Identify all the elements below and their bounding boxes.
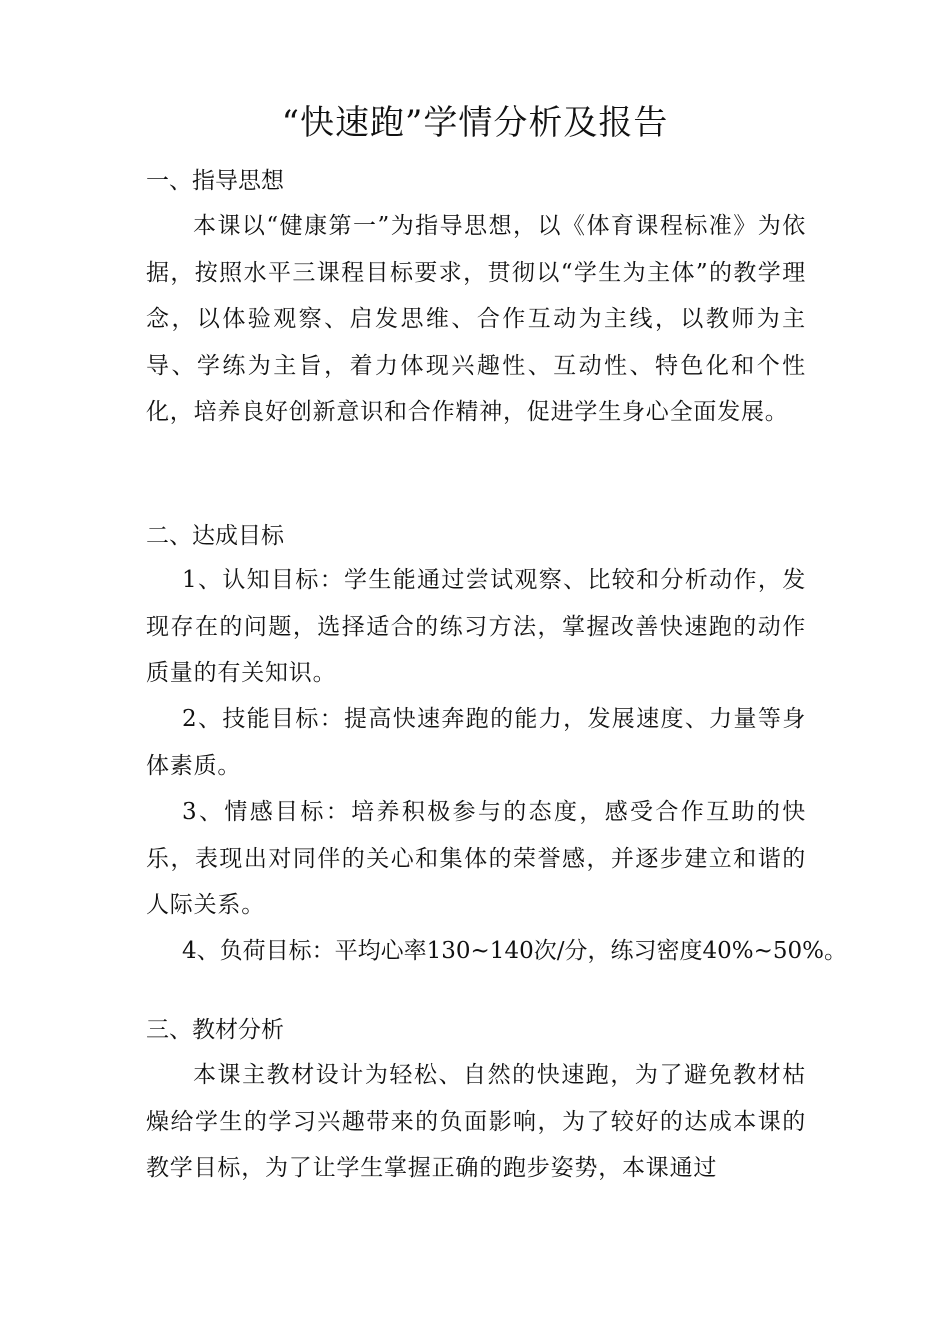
paragraph-load-objective: 4、负荷目标：平均心率130~140次/分，练习密度40%~50%。 [182, 938, 847, 964]
section-heading-objectives: 二、达成目标 [146, 523, 284, 549]
document-title: “快速跑”学情分析及报告 [281, 103, 669, 143]
paragraph-skill-objective: 2、技能目标：提高快速奔跑的能力，发展速度、力量等身体素质。 [146, 706, 806, 779]
section-heading-material-analysis: 三、教材分析 [146, 1017, 284, 1043]
section-heading-guiding-ideology: 一、指导思想 [146, 168, 284, 194]
paragraph-material-analysis: 本课主教材设计为轻松、自然的快速跑，为了避免教材枯燥给学生的学习兴趣带来的负面影响，为了较好的达成本课的教学目标，为了让学生掌握正确的跑步姿势，本课通过 [146, 1062, 806, 1181]
paragraph-emotional-objective: 3、情感目标：培养积极参与的态度，感受合作互助的快乐，表现出对同伴的关心和集体的荣誉感，并逐步建立和谐的人际关系。 [146, 799, 806, 918]
paragraph-guiding-ideology: 本课以“健康第一”为指导思想，以《体育课程标准》为依据，按照水平三课程目标要求，贯彻以“学生为主体”的教学理念，以体验观察、启发思维、合作互动为主线，以教师为主导、学练为主旨，着力体现兴趣性、互动性、特色化和个性化，培养良好创新意识和合作精神，促进学生身心全面发展。 [146, 213, 806, 425]
paragraph-cognitive-objective: 1、认知目标：学生能通过尝试观察、比较和分析动作，发现存在的问题，选择适合的练习方法，掌握改善快速跑的动作质量的有关知识。 [146, 567, 806, 686]
